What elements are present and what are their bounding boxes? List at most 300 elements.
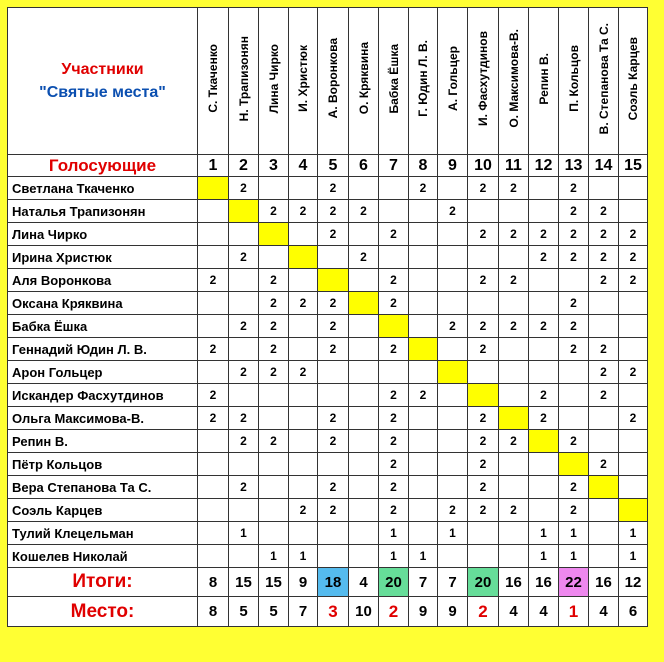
vote-cell <box>468 200 499 223</box>
voters-label: Голосующие <box>8 155 198 177</box>
vote-cell <box>619 292 648 315</box>
total-cell: 15 <box>229 568 259 597</box>
vote-cell <box>259 476 289 499</box>
vote-cell: 2 <box>529 223 559 246</box>
vote-cell <box>529 476 559 499</box>
column-number: 11 <box>499 155 529 177</box>
vote-cell <box>259 177 289 200</box>
vote-cell <box>349 545 379 568</box>
vote-cell <box>289 430 318 453</box>
vote-cell <box>198 430 229 453</box>
vote-cell: 2 <box>318 292 349 315</box>
vote-cell: 2 <box>198 384 229 407</box>
voter-name: Арон Гольцер <box>8 361 198 384</box>
voter-name: Светлана Ткаченко <box>8 177 198 200</box>
self-vote-cell <box>229 200 259 223</box>
vote-cell: 2 <box>229 177 259 200</box>
vote-cell: 2 <box>499 430 529 453</box>
vote-cell: 2 <box>379 384 409 407</box>
vote-cell: 1 <box>289 545 318 568</box>
vote-cell: 2 <box>589 338 619 361</box>
vote-cell: 2 <box>589 453 619 476</box>
participant-name: Н. Трапизонян <box>236 35 251 122</box>
vote-cell <box>409 223 438 246</box>
vote-cell <box>379 200 409 223</box>
vote-cell <box>438 453 468 476</box>
participant-header <box>409 8 438 155</box>
vote-cell: 2 <box>468 430 499 453</box>
self-vote-cell <box>529 430 559 453</box>
vote-cell: 2 <box>229 430 259 453</box>
vote-cell <box>318 453 349 476</box>
vote-cell <box>259 453 289 476</box>
totals-label: Итоги: <box>8 568 198 597</box>
voter-name: Ирина Христюк <box>8 246 198 269</box>
vote-cell <box>499 361 529 384</box>
vote-cell <box>409 522 438 545</box>
vote-cell <box>229 223 259 246</box>
vote-cell: 2 <box>259 292 289 315</box>
vote-cell: 2 <box>589 361 619 384</box>
table-row <box>8 476 648 499</box>
vote-cell <box>589 499 619 522</box>
vote-cell <box>349 223 379 246</box>
vote-cell <box>349 430 379 453</box>
column-number: 9 <box>438 155 468 177</box>
vote-cell <box>438 177 468 200</box>
vote-cell <box>559 269 589 292</box>
place-cell: 2 <box>379 597 409 627</box>
table-row <box>8 384 648 407</box>
voting-table <box>7 7 648 627</box>
vote-cell <box>438 223 468 246</box>
vote-cell: 2 <box>318 476 349 499</box>
self-vote-cell <box>589 476 619 499</box>
participant-header <box>318 8 349 155</box>
participant-header <box>499 8 529 155</box>
participant-name: П. Кольцов <box>566 45 581 112</box>
place-cell: 4 <box>499 597 529 627</box>
vote-cell: 2 <box>529 315 559 338</box>
vote-cell <box>349 453 379 476</box>
vote-cell: 2 <box>499 223 529 246</box>
participant-header <box>559 8 589 155</box>
vote-cell: 2 <box>529 384 559 407</box>
table-row <box>8 338 648 361</box>
vote-cell <box>229 453 259 476</box>
vote-cell <box>198 315 229 338</box>
vote-cell <box>438 384 468 407</box>
voter-name: Ольга Максимова-В. <box>8 407 198 430</box>
vote-cell <box>619 338 648 361</box>
vote-cell <box>289 223 318 246</box>
table-row <box>8 246 648 269</box>
self-vote-cell <box>619 499 648 522</box>
vote-cell <box>409 361 438 384</box>
vote-cell: 2 <box>499 315 529 338</box>
vote-cell <box>349 269 379 292</box>
column-number: 3 <box>259 155 289 177</box>
vote-cell <box>589 407 619 430</box>
vote-cell: 2 <box>619 269 648 292</box>
vote-cell <box>438 545 468 568</box>
vote-cell: 1 <box>559 522 589 545</box>
vote-cell <box>529 453 559 476</box>
vote-cell <box>289 338 318 361</box>
vote-cell: 2 <box>468 315 499 338</box>
vote-cell: 2 <box>259 430 289 453</box>
total-cell: 16 <box>499 568 529 597</box>
place-cell: 10 <box>349 597 379 627</box>
vote-cell <box>619 315 648 338</box>
vote-cell <box>499 522 529 545</box>
vote-cell: 2 <box>259 361 289 384</box>
vote-cell <box>379 177 409 200</box>
vote-cell: 2 <box>379 338 409 361</box>
vote-cell <box>198 499 229 522</box>
vote-cell: 2 <box>619 361 648 384</box>
total-cell: 20 <box>468 568 499 597</box>
column-number: 8 <box>409 155 438 177</box>
vote-cell: 2 <box>559 315 589 338</box>
vote-cell <box>289 177 318 200</box>
vote-cell <box>198 476 229 499</box>
participant-name: В. Степанова Та С. <box>596 22 611 135</box>
vote-cell: 1 <box>259 545 289 568</box>
vote-cell <box>589 545 619 568</box>
participant-name: Лина Чирко <box>266 43 281 114</box>
table-row <box>8 453 648 476</box>
self-vote-cell <box>468 384 499 407</box>
vote-cell: 2 <box>229 361 259 384</box>
vote-cell <box>529 177 559 200</box>
vote-cell <box>499 292 529 315</box>
vote-cell: 2 <box>589 223 619 246</box>
self-vote-cell <box>409 338 438 361</box>
self-vote-cell <box>198 177 229 200</box>
vote-cell <box>229 269 259 292</box>
voter-name: Искандер Фасхутдинов <box>8 384 198 407</box>
column-number: 15 <box>619 155 648 177</box>
voter-name: Бабка Ёшка <box>8 315 198 338</box>
vote-cell <box>619 430 648 453</box>
vote-cell: 2 <box>379 269 409 292</box>
vote-cell: 2 <box>318 499 349 522</box>
total-cell: 15 <box>259 568 289 597</box>
vote-cell: 2 <box>559 292 589 315</box>
total-cell: 12 <box>619 568 648 597</box>
vote-cell <box>499 200 529 223</box>
vote-cell: 2 <box>259 338 289 361</box>
vote-cell <box>499 338 529 361</box>
vote-cell <box>259 522 289 545</box>
vote-cell <box>529 269 559 292</box>
vote-cell <box>379 246 409 269</box>
vote-cell: 2 <box>289 200 318 223</box>
participant-header <box>349 8 379 155</box>
vote-cell: 2 <box>318 200 349 223</box>
vote-cell <box>198 361 229 384</box>
participant-name: И. Христюк <box>296 45 310 112</box>
vote-cell <box>499 476 529 499</box>
vote-cell <box>349 315 379 338</box>
vote-cell: 1 <box>438 522 468 545</box>
total-cell: 7 <box>409 568 438 597</box>
participant-name: А. Гольцер <box>445 46 460 111</box>
vote-cell <box>438 430 468 453</box>
vote-cell <box>529 292 559 315</box>
voter-name: Наталья Трапизонян <box>8 200 198 223</box>
vote-cell <box>619 476 648 499</box>
vote-cell: 2 <box>499 269 529 292</box>
vote-cell <box>468 361 499 384</box>
participant-header <box>589 8 619 155</box>
vote-cell <box>589 292 619 315</box>
total-cell: 4 <box>349 568 379 597</box>
vote-cell <box>468 246 499 269</box>
vote-cell: 2 <box>529 246 559 269</box>
participant-name: Г. Юдин Л. В. <box>416 40 430 117</box>
vote-cell <box>499 453 529 476</box>
self-vote-cell <box>349 292 379 315</box>
total-cell: 16 <box>529 568 559 597</box>
vote-cell <box>409 246 438 269</box>
vote-cell <box>198 453 229 476</box>
vote-cell <box>559 384 589 407</box>
column-number: 5 <box>318 155 349 177</box>
place-row <box>8 597 648 627</box>
vote-cell: 1 <box>229 522 259 545</box>
vote-cell: 2 <box>559 476 589 499</box>
vote-cell <box>468 545 499 568</box>
vote-cell: 2 <box>379 223 409 246</box>
vote-cell <box>349 476 379 499</box>
vote-cell: 2 <box>379 407 409 430</box>
column-number: 2 <box>229 155 259 177</box>
self-vote-cell <box>318 269 349 292</box>
vote-cell: 2 <box>379 453 409 476</box>
participant-name: А. Воронкова <box>326 38 340 119</box>
voter-name: Репин В. <box>8 430 198 453</box>
column-number: 12 <box>529 155 559 177</box>
vote-cell <box>468 292 499 315</box>
voter-name: Аля Воронкова <box>8 269 198 292</box>
vote-cell <box>499 384 529 407</box>
vote-cell <box>198 545 229 568</box>
self-vote-cell <box>559 453 589 476</box>
participant-name: Репин В. <box>536 52 551 105</box>
vote-cell: 2 <box>468 499 499 522</box>
vote-cell: 2 <box>318 223 349 246</box>
vote-cell <box>318 384 349 407</box>
column-number: 6 <box>349 155 379 177</box>
vote-cell: 2 <box>438 499 468 522</box>
vote-cell <box>589 522 619 545</box>
table-title-cell <box>8 8 198 155</box>
vote-cell <box>349 361 379 384</box>
vote-cell: 2 <box>468 407 499 430</box>
vote-cell <box>438 246 468 269</box>
vote-cell: 2 <box>438 315 468 338</box>
vote-cell <box>198 223 229 246</box>
vote-cell <box>349 522 379 545</box>
vote-cell <box>289 315 318 338</box>
vote-cell <box>289 476 318 499</box>
vote-cell: 1 <box>619 545 648 568</box>
participant-header <box>619 8 648 155</box>
total-cell: 18 <box>318 568 349 597</box>
table-row <box>8 292 648 315</box>
vote-cell: 2 <box>589 269 619 292</box>
vote-cell <box>589 177 619 200</box>
vote-cell <box>409 407 438 430</box>
table-row <box>8 177 648 200</box>
place-cell: 1 <box>559 597 589 627</box>
vote-cell: 1 <box>529 545 559 568</box>
participant-header <box>529 8 559 155</box>
vote-cell <box>259 246 289 269</box>
place-cell: 6 <box>619 597 648 627</box>
vote-cell: 2 <box>468 453 499 476</box>
vote-cell <box>619 200 648 223</box>
voter-name: Кошелев Николай <box>8 545 198 568</box>
table-row <box>8 430 648 453</box>
self-vote-cell <box>289 246 318 269</box>
participant-name: О. Максимова-В. <box>506 29 521 128</box>
participant-header <box>379 8 409 155</box>
totals-row <box>8 568 648 597</box>
vote-cell <box>529 499 559 522</box>
vote-cell: 2 <box>259 200 289 223</box>
voter-name: Вера Степанова Та С. <box>8 476 198 499</box>
vote-cell: 2 <box>289 499 318 522</box>
vote-cell: 2 <box>349 200 379 223</box>
vote-cell <box>289 384 318 407</box>
vote-cell: 2 <box>198 407 229 430</box>
participant-header <box>259 8 289 155</box>
place-cell: 9 <box>409 597 438 627</box>
participant-header <box>438 8 468 155</box>
vote-cell <box>619 384 648 407</box>
vote-cell <box>409 453 438 476</box>
vote-cell <box>589 430 619 453</box>
vote-cell <box>559 407 589 430</box>
vote-cell: 2 <box>259 269 289 292</box>
self-vote-cell <box>259 223 289 246</box>
vote-cell: 2 <box>619 407 648 430</box>
vote-cell <box>318 545 349 568</box>
vote-cell: 2 <box>198 269 229 292</box>
vote-cell: 2 <box>468 223 499 246</box>
title-participants: Участники <box>61 60 144 78</box>
voter-name: Оксана Кряквина <box>8 292 198 315</box>
vote-cell <box>229 499 259 522</box>
vote-cell <box>619 177 648 200</box>
self-vote-cell <box>438 361 468 384</box>
vote-cell <box>409 430 438 453</box>
vote-cell <box>289 522 318 545</box>
vote-cell: 2 <box>318 315 349 338</box>
column-number: 10 <box>468 155 499 177</box>
place-cell: 5 <box>259 597 289 627</box>
vote-cell <box>349 384 379 407</box>
vote-cell <box>619 453 648 476</box>
vote-cell <box>529 361 559 384</box>
total-cell: 16 <box>589 568 619 597</box>
vote-cell <box>259 384 289 407</box>
vote-cell: 2 <box>559 177 589 200</box>
vote-cell <box>438 269 468 292</box>
vote-cell <box>409 499 438 522</box>
table-row <box>8 522 648 545</box>
voter-name: Соэль Карцев <box>8 499 198 522</box>
vote-cell <box>499 545 529 568</box>
vote-cell: 2 <box>619 246 648 269</box>
vote-cell <box>289 453 318 476</box>
vote-cell <box>349 407 379 430</box>
column-number: 7 <box>379 155 409 177</box>
vote-cell: 2 <box>589 384 619 407</box>
vote-cell <box>468 522 499 545</box>
vote-cell: 2 <box>379 292 409 315</box>
vote-cell <box>529 338 559 361</box>
total-cell: 7 <box>438 568 468 597</box>
column-number: 14 <box>589 155 619 177</box>
place-label: Место: <box>8 597 198 627</box>
header-row <box>8 8 648 155</box>
place-cell: 8 <box>198 597 229 627</box>
participant-name: Соэль Карцев <box>626 36 640 121</box>
participant-name: С. Ткаченко <box>206 44 220 113</box>
vote-cell <box>318 361 349 384</box>
vote-cell <box>438 292 468 315</box>
table-row <box>8 223 648 246</box>
vote-cell: 2 <box>349 246 379 269</box>
vote-cell <box>289 407 318 430</box>
participant-name: И. Фасхутдинов <box>476 30 490 127</box>
vote-cell: 2 <box>589 246 619 269</box>
vote-cell: 2 <box>379 476 409 499</box>
participant-header <box>198 8 229 155</box>
vote-cell: 2 <box>529 407 559 430</box>
vote-cell: 2 <box>619 223 648 246</box>
vote-cell: 2 <box>379 499 409 522</box>
vote-cell: 2 <box>409 384 438 407</box>
column-number: 4 <box>289 155 318 177</box>
place-cell: 5 <box>229 597 259 627</box>
numbers-row <box>8 155 648 177</box>
vote-cell: 2 <box>468 476 499 499</box>
table-row <box>8 499 648 522</box>
vote-cell: 2 <box>318 407 349 430</box>
vote-cell: 2 <box>318 338 349 361</box>
vote-cell: 2 <box>559 430 589 453</box>
vote-cell: 2 <box>229 407 259 430</box>
participant-header <box>468 8 499 155</box>
vote-cell <box>349 499 379 522</box>
total-cell: 22 <box>559 568 589 597</box>
vote-cell <box>409 292 438 315</box>
place-cell: 4 <box>529 597 559 627</box>
vote-cell <box>289 269 318 292</box>
vote-cell <box>379 361 409 384</box>
vote-cell <box>559 361 589 384</box>
place-cell: 7 <box>289 597 318 627</box>
vote-cell: 2 <box>559 499 589 522</box>
vote-cell: 2 <box>438 200 468 223</box>
vote-cell <box>349 177 379 200</box>
column-number: 13 <box>559 155 589 177</box>
